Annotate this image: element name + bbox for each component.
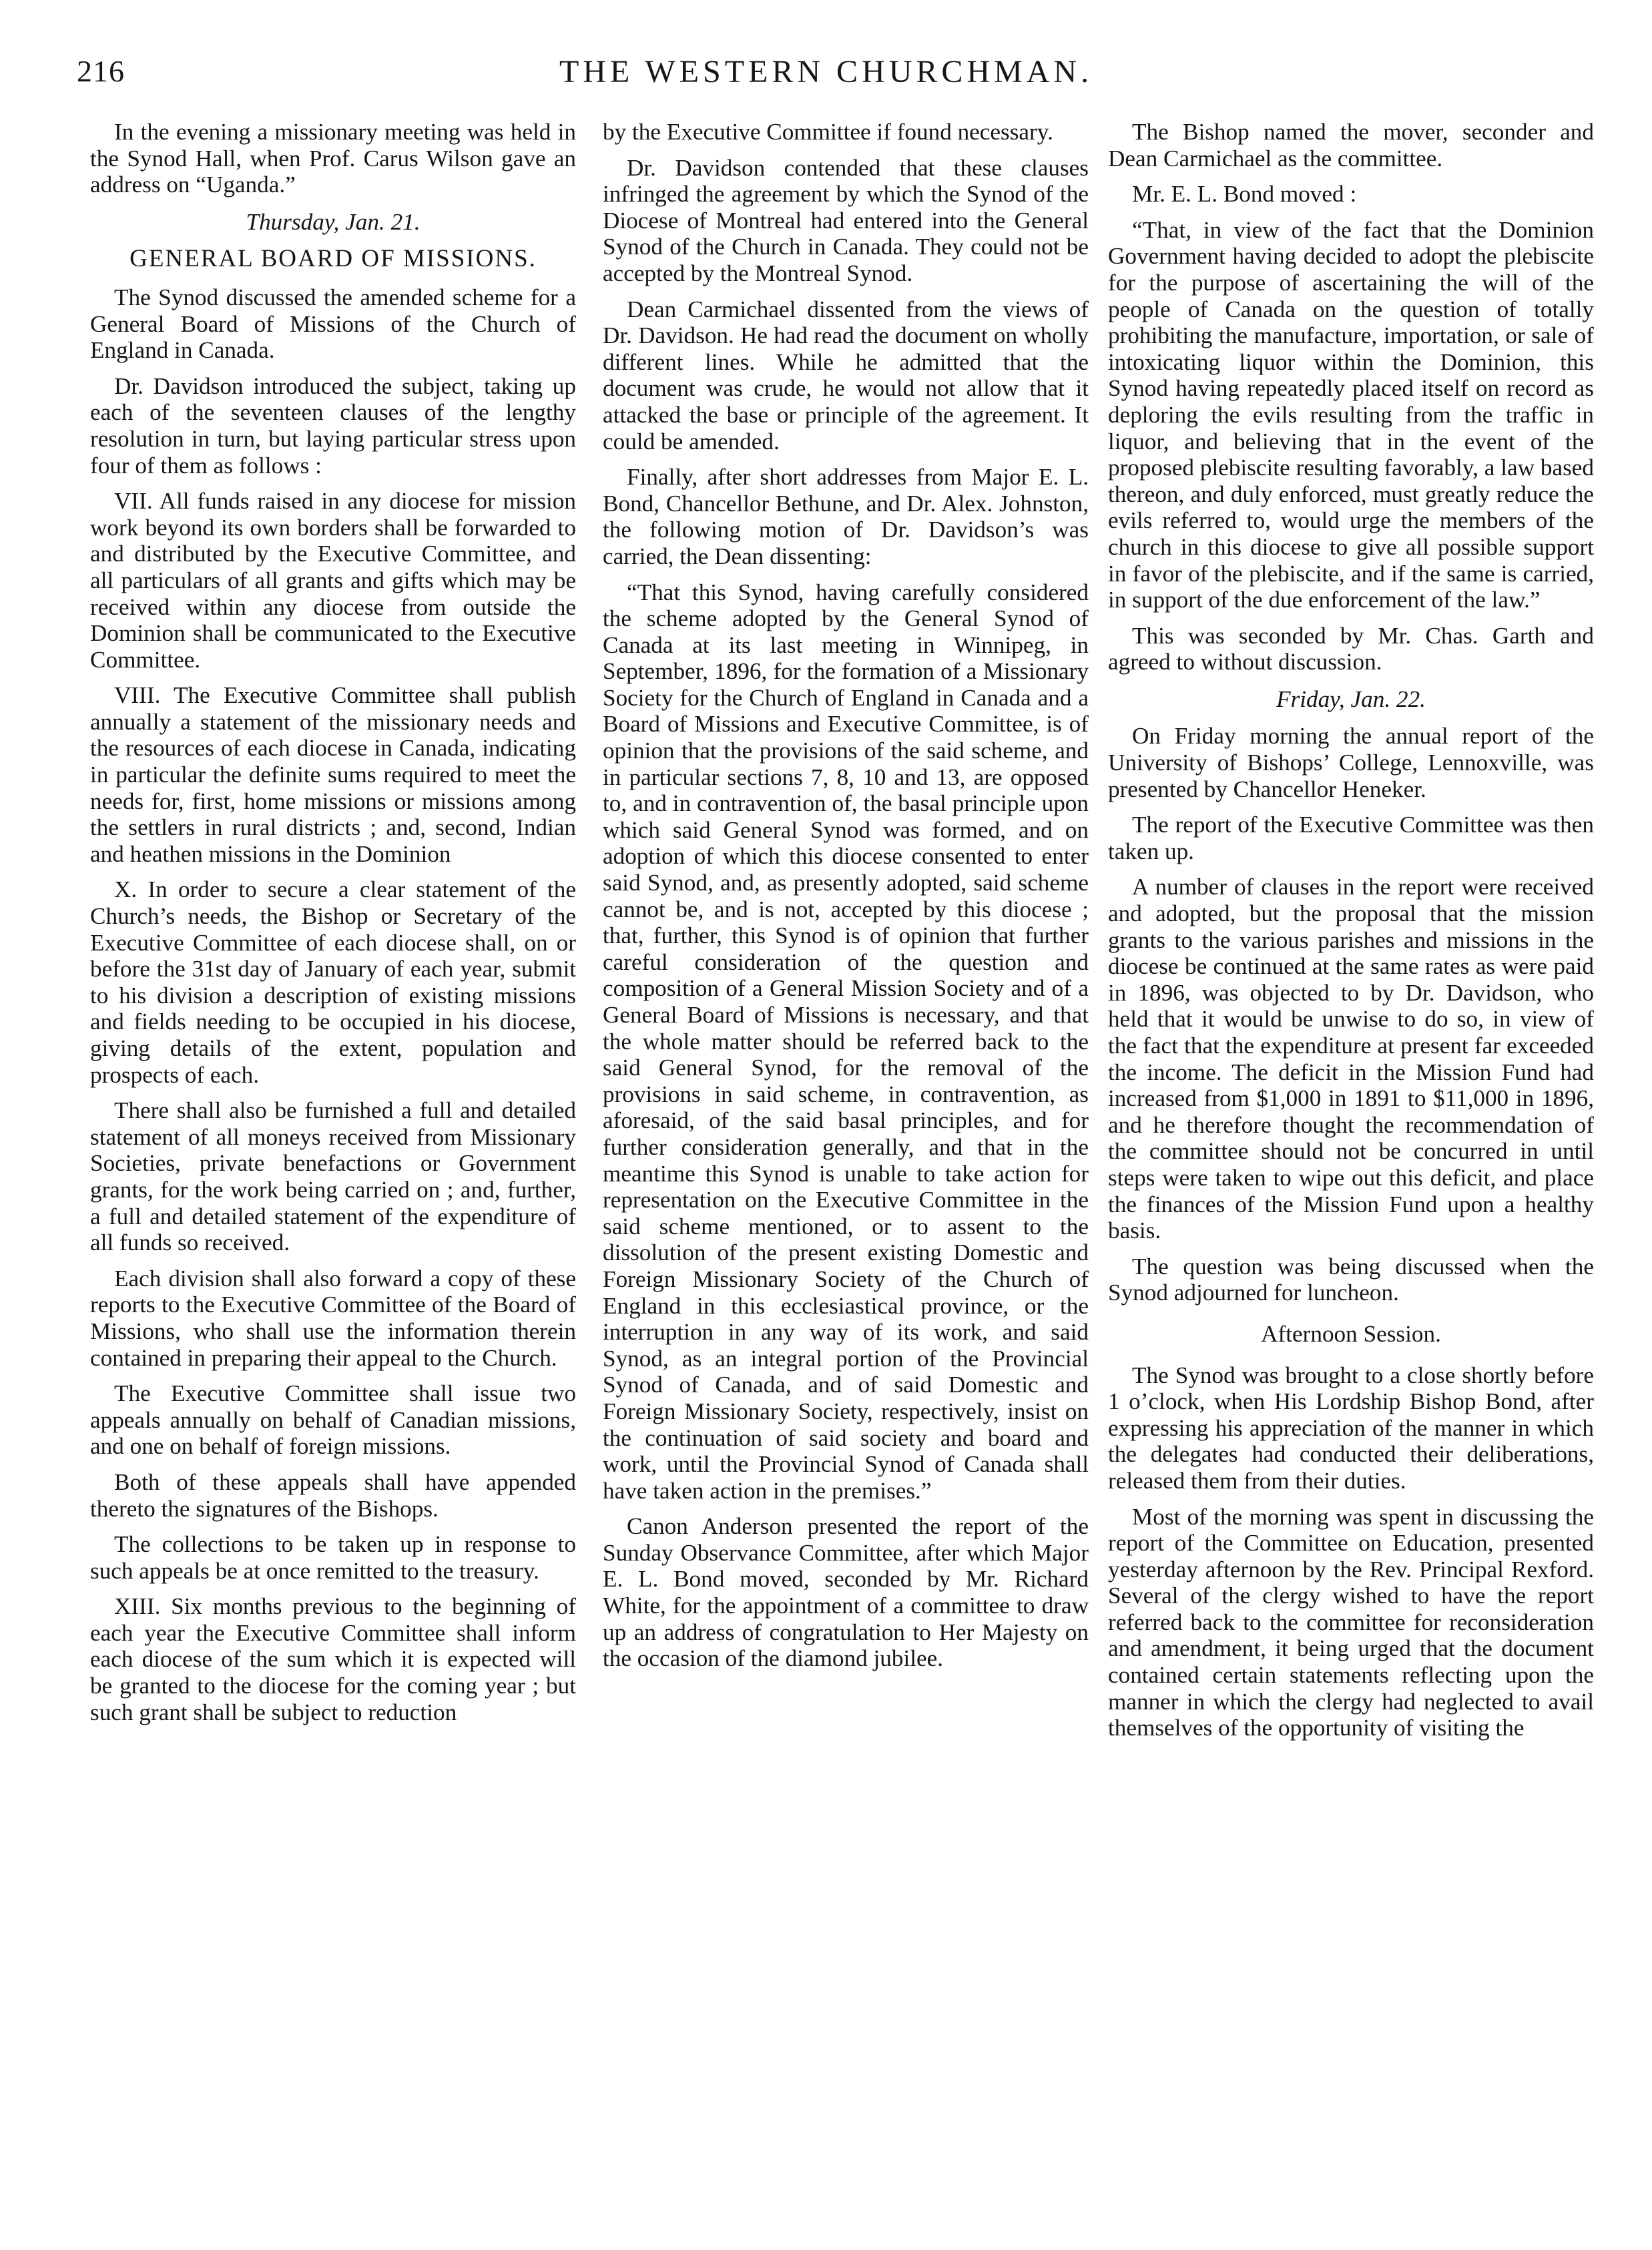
- paragraph: This was seconded by Mr. Chas. Garth and agreed to without discussion.: [1108, 622, 1594, 675]
- clause-paragraph: X. In order to secure a clear statement of the Church’s needs, the Bishop or Secretary of the Executive Committee of each diocese shall, on or before the 31st day of January of each year, submit to his division a description of existing missions and fields needing to be occupied in his diocese, giving details of the extent, population and prospects of each.: [90, 876, 576, 1088]
- session-heading: Afternoon Session.: [1261, 1320, 1441, 1347]
- paragraph: The collections to be taken up in response to such appeals be at once remitted to the treasury.: [90, 1531, 576, 1584]
- paragraph: Dean Carmichael dissented from the views of Dr. Davidson. He had read the document on wholly different lines. While he admitted that the document was crude, he would not allow that it attacked the base or principle of the agreement. It could be amended.: [603, 296, 1089, 455]
- paragraph: The Executive Committee shall issue two appeals annually on behalf of Canadian missions, and one on behalf of foreign missions.: [90, 1380, 576, 1460]
- column-1: [90, 119, 576, 2221]
- clause-paragraph: XIII. Six months previous to the beginning of each year the Executive Committee shall inform each diocese of the sum which it is expected will be granted to the diocese for the coming year ; but such grant shall be subject to reduction: [90, 1593, 576, 1725]
- paragraph: The Synod discussed the amended scheme for a General Board of Missions of the Church of England in Canada.: [90, 284, 576, 364]
- paragraph: A number of clauses in the report were received and adopted, but the proposal that the mission grants to the various parishes and missions in the diocese be continued at the same rates as were paid in 1896, was objected to by Dr. Davidson, who held that it would be unwise to do so, in view of the fact that the expenditure at present far exceeded the income. The deficit in the Mission Fund had increased from $1,000 in 1891 to $11,000 in 1896, and he therefore thought the recommendation of the committee should not be concurred in until steps were taken to wipe out this deficit, and place the finances of the Mission Fund upon a healthy basis.: [1108, 874, 1594, 1244]
- paragraph: In the evening a missionary meeting was held in the Synod Hall, when Prof. Carus Wilson gave an address on “Uganda.”: [90, 119, 576, 198]
- paragraph: by the Executive Committee if found necessary.: [603, 119, 1053, 145]
- date-heading: Friday, Jan. 22.: [1276, 685, 1426, 712]
- paragraph: On Friday morning the annual report of the University of Bishops’ College, Lennoxville, was presented by Chancellor Heneker.: [1108, 723, 1594, 802]
- clause-paragraph: VIII. The Executive Committee shall publish annually a statement of the missionary needs and the resources of each diocese in Canada, indicating in particular the definite sums required to meet the needs for, first, home missions or missions among the settlers in rural districts ; and, second, Indian and heathen missions in the Dominion: [90, 682, 576, 867]
- paragraph: The report of the Executive Committee was then taken up.: [1108, 812, 1594, 864]
- page-number: 216: [77, 54, 125, 88]
- date-heading: Thursday, Jan. 21.: [246, 208, 421, 235]
- paragraph: Dr. Davidson introduced the subject, taking up each of the seventeen clauses of the lengthy resolution in turn, but laying particular stress upon four of them as follows :: [90, 372, 576, 479]
- column-2: [603, 119, 1089, 2221]
- paragraph: Each division shall also forward a copy of these reports to the Executive Committee of the Board of Missions, who shall use the information therein contained in preparing their appeal to the Church.: [90, 1265, 576, 1371]
- paragraph: Finally, after short addresses from Major E. L. Bond, Chancellor Bethune, and Dr. Alex. Johnston, the following motion of Dr. Davidson’s was carried, the Dean dissenting:: [603, 464, 1089, 569]
- paragraph: Most of the morning was spent in discussing the report of the Committee on Education, presented yesterday afternoon by the Rev. Principal Rexford. Several of the clergy wished to have the report referred back to the committee for reconsideration and amendment, it being urged that the document contained certain statements reflecting upon the manner in which the clergy had neglected to avail themselves of the opportunity of visiting the: [1108, 1503, 1594, 1741]
- column-3: [1108, 119, 1594, 2221]
- motion-quote: “That, in view of the fact that the Dominion Government having decided to adopt the plebiscite for the purpose of ascertaining the will of the people of Canada on the question of totally prohibiting the manufacture, importation, or sale of intoxicating liquor within the Dominion, this Synod having repeatedly placed itself on record as deploring the evils resulting from the traffic in liquor, and believing that in the event of the proposed plebiscite resulting favorably, a law based thereon, and duly enforced, must greatly reduce the evils referred to, would urge the members of the church in this diocese to give all possible support in favor of the plebiscite, and if the same is carried, in support of the due enforcement of the law.”: [1108, 216, 1594, 613]
- paragraph: Both of these appeals shall have appended thereto the signatures of the Bishops.: [90, 1468, 576, 1522]
- section-heading: GENERAL BOARD OF MISSIONS.: [129, 245, 537, 273]
- paragraph: The Synod was brought to a close shortly before 1 o’clock, when His Lordship Bishop Bond, after expressing his appreciation of the manner in which the delegates had conducted their deliberations, released them from their duties.: [1108, 1362, 1594, 1494]
- motion-quote: “That this Synod, having carefully considered the scheme adopted by the General Synod of Canada at its last meeting in Winnipeg, in September, 1896, for the formation of a Missionary Society for the Church of England in Canada and a Board of Missions and Executive Committee, is of opinion that the provisions of the said scheme, and in particular sections 7, 8, 10 and 13, are opposed to, and in contravention of, the basal principle upon which said General Synod was formed, and on adoption of which this diocese consented to enter said Synod, and, as presently adopted, said scheme cannot be, and is not, accepted by this diocese ; that, further, this Synod is of opinion that further careful consideration of the question and composition of a General Mission Society and of a General Board of Missions is necessary, and that the whole matter should be referred back to the said General Synod, for the removal of the provisions in said scheme, in contravention, as aforesaid, of the said basal principles, and for further consideration generally, and that in the meantime this Synod is unable to take action for representation on the Executive Committee in the said scheme mentioned, or to assent to the dissolution of the present existing Domestic and Foreign Missionary Society of the Church of England in this ecclesiastical province, or the interruption in any way of its work, and said Synod, as an integral portion of the Provincial Synod of Canada, and of said Domestic and Foreign Missionary Society, respectively, insist on the continuation of said society and board and work, until the Provincial Synod of Canada shall have taken action in the premises.”: [603, 579, 1089, 1504]
- page-header: [0, 0, 1652, 93]
- paragraph: Canon Anderson presented the report of the Sunday Observance Committee, after which Major E. L. Bond moved, seconded by Mr. Richard White, for the appointment of a committee to draw up an address of congratulation to Her Majesty on the occasion of the diamond jubilee.: [603, 1513, 1089, 1672]
- paragraph: Mr. E. L. Bond moved :: [1132, 181, 1357, 208]
- paragraph: Dr. Davidson contended that these clauses infringed the agreement by which the Synod of the Diocese of Montreal had entered into the General Synod of the Church in Canada. They could not be accepted by the Montreal Synod.: [603, 154, 1089, 286]
- clause-paragraph: VII. All funds raised in any diocese for mission work beyond its own borders shall be forwarded to and distributed by the Executive Committee, and all particulars of all grants and gifts which may be received within any diocese from outside the Dominion shall be communicated to the Executive Committee.: [90, 488, 576, 673]
- paragraph: There shall also be furnished a full and detailed statement of all moneys received from Missionary Societies, private benefactions or Government grants, for the work being carried on ; and, further, a full and detailed statement of the expenditure of all funds so received.: [90, 1097, 576, 1256]
- paragraph: The question was being discussed when the Synod adjourned for luncheon.: [1108, 1253, 1594, 1306]
- paragraph: The Bishop named the mover, seconder and Dean Carmichael as the committee.: [1108, 119, 1594, 172]
- running-title: THE WESTERN CHURCHMAN.: [559, 54, 1093, 89]
